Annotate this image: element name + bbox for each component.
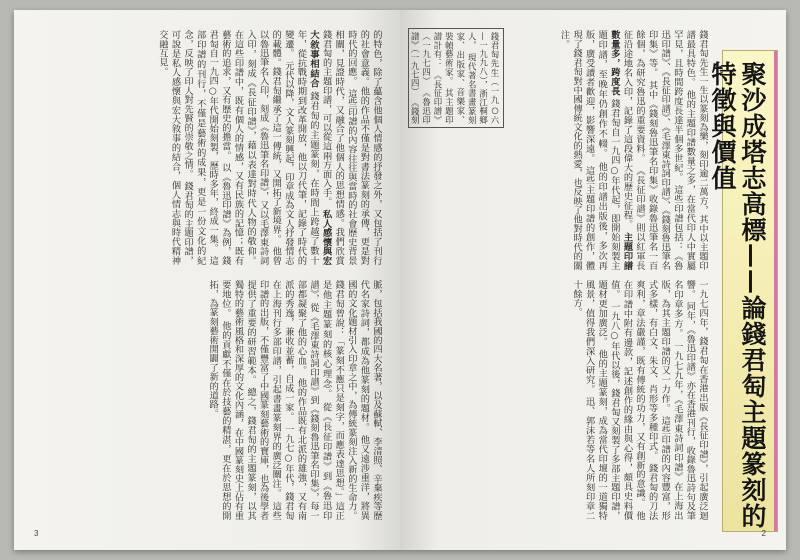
right-lower-col-3: 這些印譜的內容豐富，形式多樣，有白文、朱文、肖形等多種印式。 bbox=[646, 280, 671, 520]
right-page bbox=[400, 10, 786, 550]
works-list-box bbox=[408, 28, 504, 128]
article-title bbox=[707, 61, 767, 531]
left-upper-col-3: 錢君匋的主題篆刻，在時間上跨越了數十年，從抗戰時期到改革開放，他以刀代筆，記錄了時代的變遷。 bbox=[282, 30, 320, 265]
right-upper-col-2: 這些印譜包括：《魯迅印譜》、《長征印譜》、《毛澤東詩詞印譜》、《錢刻魯迅筆名印集》等。 bbox=[646, 30, 683, 270]
title-accent-bar bbox=[774, 51, 777, 531]
left-lower-col-1: 他又遠涉重洋，將異國的文化題材引入印章之中，為傳統篆刻注入新的生命力。 bbox=[345, 280, 370, 520]
right-lower-col-5: 他在印譜中附有邊款，記述創作的緣由與心得，頗具史料價值。 bbox=[608, 280, 646, 520]
works-list-line-3: 《長征印譜》（一九七四） bbox=[421, 32, 443, 125]
left-lower-col-7: 總之，錢君匋的主題篆刻，以其獨特的藝術風格和深厚的文化內涵，在中國篆刻史上佔有重要地位。 bbox=[219, 280, 257, 520]
left-upper-col-5: 他曾以魯迅筆名入印，刻成《魯迅筆名印譜》，又以毛澤東詩詞入印，刻成《長征印譜》，藉以表達對時代人物的敬仰。 bbox=[245, 30, 282, 265]
left-lower-col-3: 從《長征印譜》到《魯迅印譜》，從《毛澤東詩詞印譜》到《錢刻魯迅筆名印集》，每一部都凝聚了他的心血。 bbox=[295, 280, 332, 520]
right-upper-col-7: 他的印譜出版後，多次再版，廣受讀者歡迎，影響深遠。 bbox=[583, 30, 608, 270]
right-section-heading: 主題印譜數量多，跨度長 bbox=[608, 30, 633, 270]
page-number-left: 3 bbox=[34, 529, 39, 538]
right-upper-col-3: 其中《錢刻魯迅筆名印集》收錄魯迅筆名一百餘個，為研究魯迅的重要資料。 bbox=[634, 30, 658, 270]
works-list-line-4: 《魯迅印譜》（一九七四） bbox=[410, 32, 432, 124]
right-lower-col-8: 迅、郭沫若等名人所刻印章二十餘方。 bbox=[571, 280, 595, 520]
right-upper-col-0: 錢君匋先生一生以篆刻為樂，刻印逾二萬方，其中以主題印譜最具特色。 bbox=[684, 30, 708, 270]
right-lower-col-7: 他的主題篆刻，成為當代印壇的一道獨特風景，值得我們深入研究。 bbox=[583, 280, 608, 520]
right-upper-col-8: 這些主題印譜的創作，體現了錢君匋對中國傳統文化的熱愛，也反映了他對時代的關注。 bbox=[558, 30, 595, 270]
right-lower-col-2: 一九七九年，《毛澤東詩詞印譜》在上海出版，為其主題印譜的又一力作。 bbox=[659, 280, 683, 520]
left-lower-col-6: 這些印譜的出版，不僅豐富了中國篆刻藝術的寶庫，也為後學者提供了重要的研習範本。 bbox=[245, 280, 282, 520]
book-spread bbox=[14, 10, 786, 550]
right-lower-col-1: 同年，《魯迅印譜》亦在香港刊行，收錄魯迅詩句及筆名印章多方。 bbox=[671, 280, 696, 520]
right-upper-col-4: 《長征印譜》則以紅軍長征沿途地名入印，記錄了這段偉大的歷史征程。 bbox=[621, 30, 646, 270]
left-upper-col-9: 錢君匋的主題印譜，可說是私人感懷與宏大敘事的結合，個人情志與時代精神交融互見。 bbox=[156, 30, 194, 265]
right-upper-col-1: 他的主題印譜數量之多，在當代印人中實屬罕見，且時間跨度長達半個多世紀。 bbox=[671, 30, 696, 270]
article-title-main: 聚沙成塔志高標 bbox=[738, 61, 767, 243]
right-lower-text bbox=[418, 280, 708, 520]
right-lower-col-0: 一九七四年，錢君匋在香港出版《長征印譜》，引起廣泛迴響。 bbox=[684, 280, 708, 520]
left-lower-col-8: 他的貢獻不僅在於技藝的精湛，更在於思想的開拓，為篆刻藝術開闢了新的道路。 bbox=[207, 280, 231, 520]
title-panel bbox=[708, 50, 778, 532]
article-subtitle: ——論錢君匋主題篆刻的特徵與價值 bbox=[708, 61, 767, 529]
left-lower-col-2: 錢君匋曾說：「篆刻不應只是刻字，而應表達思想。」這正是他主題篆刻的核心理念。 bbox=[320, 280, 345, 520]
works-list-line-5: 《錢刻 bbox=[410, 98, 421, 124]
left-upper-text bbox=[32, 30, 382, 265]
left-lower-col-4: 他的作品既有北派的雄強，又有南派的秀逸，兼收並蓄，自成一家。 bbox=[282, 280, 307, 520]
right-upper-text bbox=[512, 30, 708, 270]
left-section-heading: 私人感懷與宏大敘事相結合 bbox=[308, 30, 332, 265]
right-lower-col-6: 一九八○年代以後，錢君匋又刻製了多部主題印譜，題材更加廣泛。 bbox=[596, 280, 620, 520]
works-list-line-2: 其主題印譜計有： bbox=[432, 32, 455, 124]
page-number-right: 2 bbox=[761, 529, 766, 538]
left-page bbox=[14, 10, 400, 550]
works-list-line-1: 現代著名書畫篆刻家、出版家、音樂家、裝幀藝術家。 bbox=[444, 32, 478, 125]
right-lower-col-4: 錢君匋的刀法爽利，章法嚴謹，既有傳統的功力，又有創新的意識。 bbox=[634, 280, 658, 520]
left-upper-col-8: 這部印譜的刊行，不僅是藝術的成果，更是一份文化的紀念，反映了印人對先賢的崇敬之情。 bbox=[182, 30, 219, 265]
left-lower-text bbox=[32, 280, 382, 520]
right-upper-col-6: 錢君匋自一九四○年代起，即開始刻製主題印譜，至晚年仍創作不輟。 bbox=[596, 30, 620, 270]
left-upper-col-1: 這些印譜的內容往往與當時的社會歷史背景相關，見證時代，又融合了他個人的思想情感。我們欣賞錢君匋的主題印譜，可以從這兩方面入手。 bbox=[320, 30, 357, 265]
works-list-line-0: 錢君匋先生（一九○六—一九九八），浙江桐鄉人， bbox=[467, 32, 500, 124]
left-upper-col-6: 在這些印譜中，既有個人的情感，又有民族的記憶；既有藝術的追求，又有歷史的擔當。 bbox=[219, 30, 244, 265]
left-upper-col-4: 元代以降，文人篆刻興起，印章成為文人抒發情志的載體。錢君匋繼承了這一傳統，又開拓了新境界。 bbox=[270, 30, 294, 265]
left-lower-col-0: 脈，包括我國的四大名著，以及蘇軾、李清照、辛棄疾等歷代名家詩詞，都成為他篆刻的題材。 bbox=[358, 280, 382, 520]
left-lower-col-5: 一九七○年代，錢君匋在上海刊行多部印譜，引起書畫篆刻界的廣泛關注。 bbox=[270, 280, 294, 520]
left-upper-col-7: 以《魯迅印譜》為例，錢君匋自一九四○年代開始刻製，歷時多年，終成一集。 bbox=[207, 30, 231, 265]
left-upper-col-0: 的特色，除了蘊含他個人情感的抒發之外，又包括了刊行的社會意義。他的作品不僅是對書法篆刻的承傳，更是對時代的回應。 bbox=[345, 30, 382, 265]
